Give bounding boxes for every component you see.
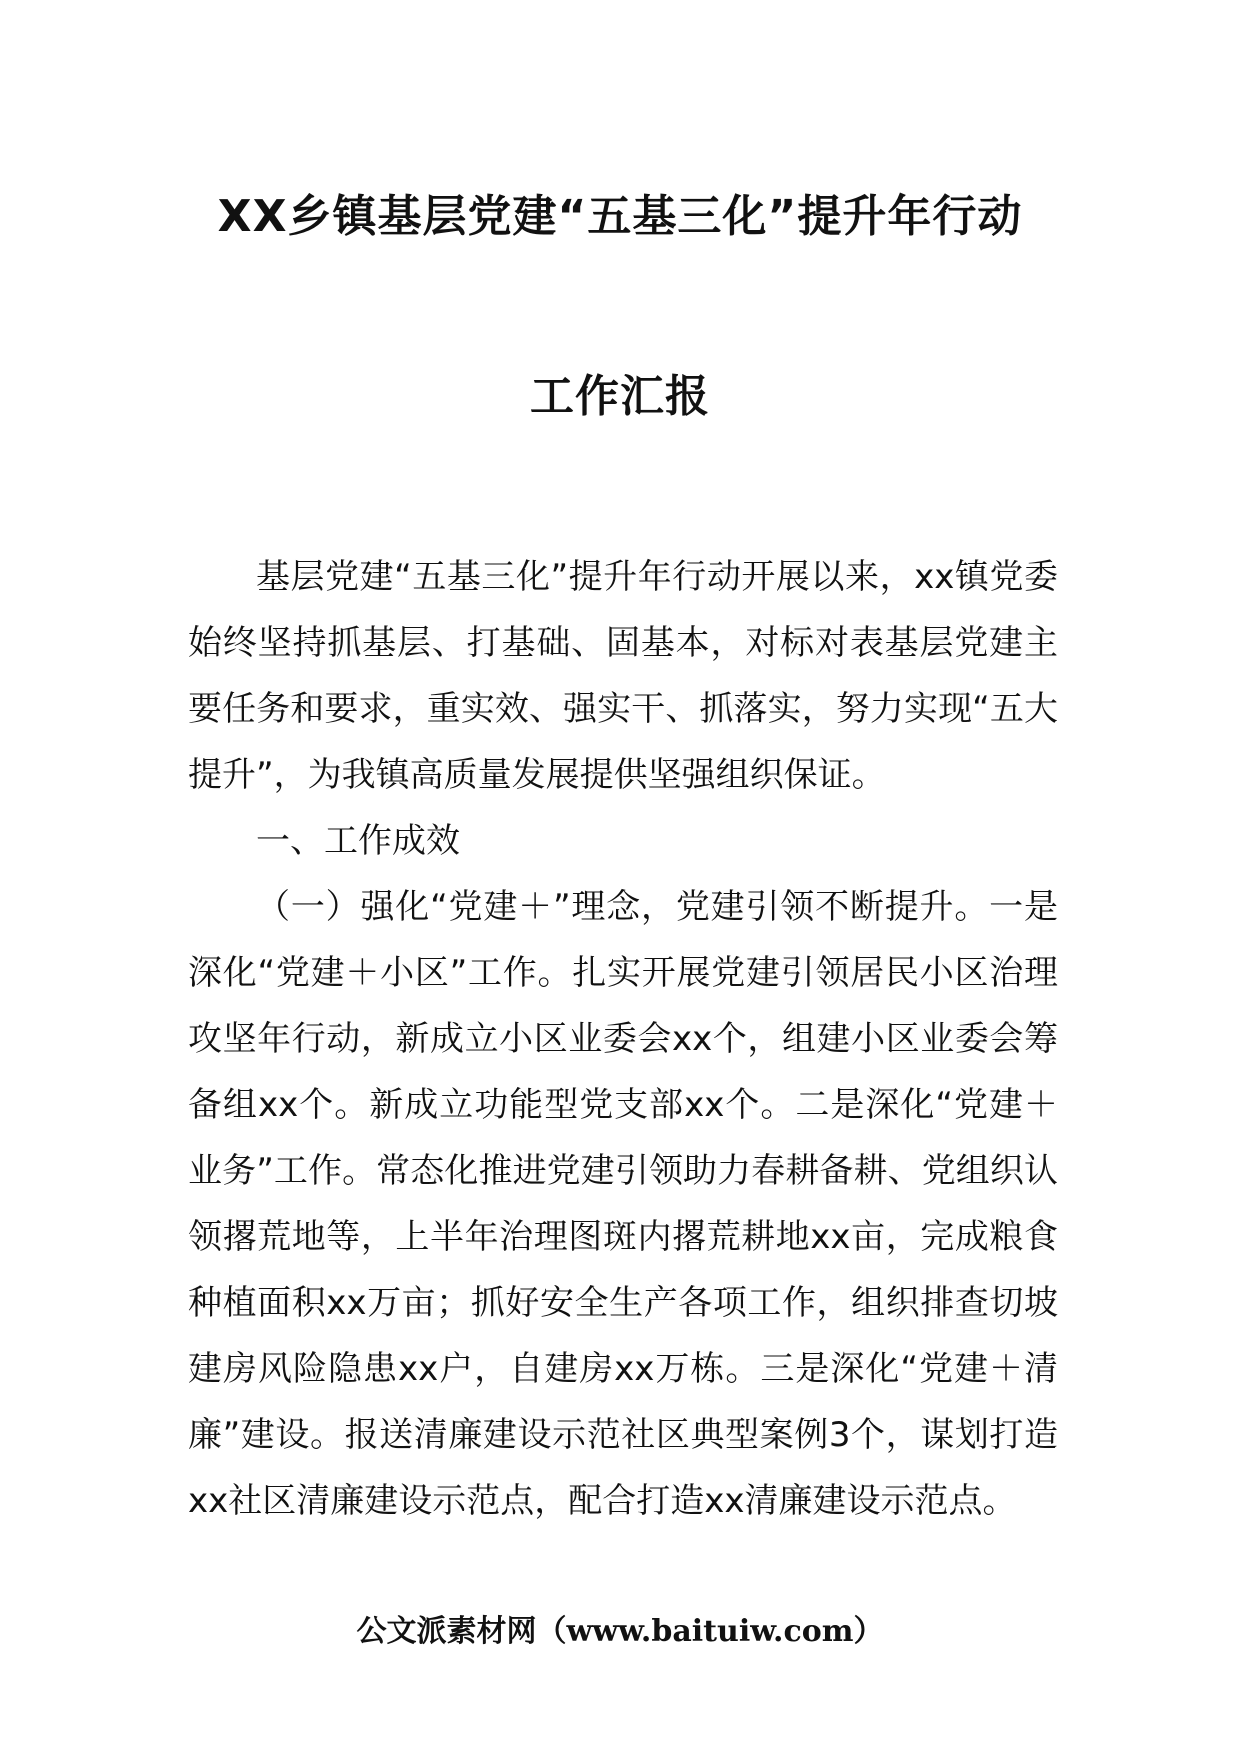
- document-title-line-1: XX乡镇基层党建“五基三化”提升年行动: [217, 191, 1023, 242]
- body-paragraph: （一）强化“党建＋”理念，党建引领不断提升。一是深化“党建＋小区”工作。扎实开展党建引领居民小区治理攻坚年行动，新成立小区业委会xx个，组建小区业委会筹备组xx个。新成立功能型党支部xx个。二是深化“党建＋业务”工作。常态化推进党建引领助力春耕备耕、党组织认领撂荒地等，上半年治理图斑内撂荒耕地xx亩，完成粮食种植面积xx万亩；抓好安全生产各项工作，组织排查切坡建房风险隐患xx户，自建房xx万栋。三是深化“党建＋清廉”建设。报送清廉建设示范社区典型案例3个，谋划打造xx社区清廉建设示范点，配合打造xx清廉建设示范点。: [188, 887, 1058, 1521]
- intro-paragraph: 基层党建“五基三化”提升年行动开展以来，xx镇党委始终坚持抓基层、打基础、固基本，对标对表基层党建主要任务和要求，重实效、强实干、抓落实，努力实现“五大提升”，为我镇高质量发展提供坚强组织保证。: [188, 557, 1058, 795]
- footer-watermark: 公文派素材网（www.baituiw.com）: [356, 1614, 884, 1649]
- section-heading: 一、工作成效: [256, 821, 460, 861]
- document-title-line-2: 工作汇报: [530, 371, 710, 422]
